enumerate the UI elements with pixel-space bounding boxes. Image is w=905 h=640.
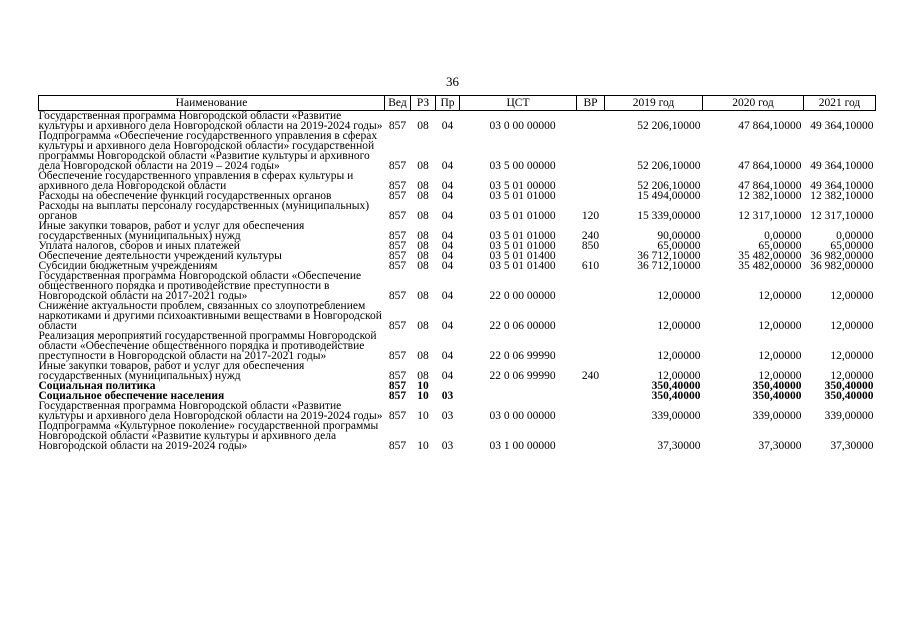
row-pr: 04 [441,250,454,262]
row-2021: 36 982,00000 [810,250,874,262]
row-rz: 08 [417,260,429,272]
row-2021: 49 364,10000 [810,120,874,132]
row-vr [577,381,605,391]
table-body [39,111,876,452]
row-rz: 10 [417,410,429,422]
row-2019: 65,00000 [657,240,701,252]
row-rz: 08 [417,240,429,252]
row-2019: 12,00000 [657,290,701,302]
row-cst: 03 5 01 01000 [489,190,556,202]
row-cst: 03 5 01 01400 [489,250,556,262]
row-2020: 12,00000 [758,370,802,382]
row-2021: 0,00000 [836,230,874,242]
row-rz: 08 [417,230,429,242]
row-2019: 90,00000 [657,230,701,242]
row-2020: 12,00000 [758,290,802,302]
row-2021: 12,00000 [830,290,874,302]
row-cst: 03 5 01 01000 [489,230,556,242]
row-rz: 10 [417,390,429,402]
row-name: Уплата налогов, сборов и иных платежей [38,240,240,252]
row-cst: 03 0 00 00000 [489,120,556,132]
row-cst: 03 5 00 00000 [489,160,556,172]
row-rz: 08 [417,180,429,192]
row-cst: 03 5 01 00000 [489,180,556,192]
row-rz: 08 [417,210,429,222]
header-2019: 2019 год [605,96,703,111]
row-vr [577,331,605,361]
row-vr [577,391,605,401]
row-2021: 12,00000 [830,370,874,382]
row-pr: 04 [441,260,454,272]
row-2019: 350,40000 [651,380,701,392]
row-rz: 08 [417,320,429,332]
row-rz: 10 [417,440,429,452]
row-2020: 47 864,10000 [738,180,802,192]
row-pr: 04 [441,120,454,132]
row-name: Социальное обеспечение населения [38,390,225,402]
page-number: 36 [446,74,459,89]
table-row [39,111,876,132]
row-name: Снижение актуальности проблем, связанных со злоупотреблением наркотиками и другими психоактивными веществами в Новгородской области [38,300,382,332]
row-ved: 857 [388,160,407,172]
row-pr: 04 [441,180,454,192]
row-vr: 240 [581,370,600,382]
row-ved: 857 [388,260,407,272]
row-vr [577,421,605,451]
row-vr: 240 [581,230,600,242]
row-2020: 65,00000 [758,240,802,252]
row-name: Подпрограмма «Обеспечение государственного управления в сферах культуры и архивного дела Новгородской области» государственной программы Новгородской области «Развитие культуры и архивного дела Новгородской области на 2019 – 2024 годы» [38,130,378,172]
row-rz: 08 [417,120,429,132]
row-pr: 03 [441,440,454,452]
row-ved: 857 [388,290,407,302]
row-2021: 339,00000 [824,410,874,422]
row-2019: 37,30000 [657,440,701,452]
row-name: Государственная программа Новгородской области «Развитие культуры и архивного дела Новгородской области на 2019-2024 годы» [38,400,383,422]
row-vr: 610 [581,260,600,272]
row-ved: 857 [388,320,407,332]
row-name: Расходы на выплаты персоналу государственных (муниципальных) органов [38,200,370,222]
row-ved: 857 [388,350,407,362]
row-2019: 52 206,10000 [637,160,701,172]
table-row [39,401,876,421]
row-cst: 03 1 00 00000 [489,440,556,452]
row-2021: 49 364,10000 [810,160,874,172]
row-rz: 08 [417,250,429,262]
row-2019: 52 206,10000 [637,180,701,192]
row-name: Расходы на обеспечение функций государственных органов [38,190,332,202]
row-ved: 857 [388,370,407,382]
row-cst: 03 5 01 01400 [489,260,556,272]
row-pr: 04 [441,350,454,362]
row-vr: 850 [581,240,600,252]
row-pr: 04 [441,160,454,172]
row-2021: 350,40000 [824,390,874,402]
row-2021: 12 317,10000 [810,210,874,222]
row-2020: 35 482,00000 [738,250,802,262]
row-cst: 22 0 00 00000 [489,290,556,302]
row-2021: 49 364,10000 [810,180,874,192]
row-cst: 22 0 06 00000 [489,320,556,332]
row-2020: 47 864,10000 [738,160,802,172]
row-vr [577,191,605,201]
row-name: Обеспечение деятельности учреждений культуры [38,250,282,262]
row-ved: 857 [388,390,407,402]
row-cst [460,391,577,401]
row-2020: 0,00000 [764,230,802,242]
row-vr: 120 [581,210,600,222]
table-row [39,131,876,171]
row-pr: 03 [441,410,454,422]
row-ved: 857 [388,380,407,392]
row-2021: 12,00000 [830,350,874,362]
budget-table [38,95,876,451]
row-pr: 03 [441,390,454,402]
row-cst [460,381,577,391]
row-2021: 37,30000 [830,440,874,452]
table-row [39,331,876,361]
row-2019: 36 712,10000 [637,260,701,272]
row-ved: 857 [388,240,407,252]
row-name: Государственная программа Новгородской области «Развитие культуры и архивного дела Новгородской области на 2019-2024 годы» [38,110,383,132]
row-pr: 04 [441,190,454,202]
row-2020: 47 864,10000 [738,120,802,132]
row-rz: 08 [417,190,429,202]
row-ved: 857 [388,230,407,242]
table-row [39,301,876,331]
row-name: Подпрограмма «Культурное поколение» государственной программы Новгородской области «Развитие культуры и архивного дела Новгородской области на 2019-2024 годы» [38,420,379,452]
row-vr [577,401,605,421]
table-row [39,421,876,451]
row-2021: 12,00000 [830,320,874,332]
row-2020: 339,00000 [752,410,802,422]
row-cst: 03 0 00 00000 [489,410,556,422]
row-2019: 12,00000 [657,370,701,382]
row-2019: 12,00000 [657,320,701,332]
row-ved: 857 [388,410,407,422]
row-2021: 350,40000 [824,380,874,392]
row-cst: 03 5 01 01000 [489,210,556,222]
row-2019: 15 494,00000 [637,190,701,202]
row-pr: 04 [441,290,454,302]
row-2020: 12,00000 [758,350,802,362]
row-pr: 04 [441,370,454,382]
row-2019: 339,00000 [651,410,701,422]
row-2020: 12 382,10000 [738,190,802,202]
header-ved: Вед [385,96,411,111]
table-row [39,201,876,221]
row-rz: 08 [417,350,429,362]
row-name: Субсидии бюджетным учреждениям [38,260,218,272]
row-name: Социальная политика [38,380,156,392]
table-row [39,271,876,301]
row-2019: 15 339,00000 [637,210,701,222]
row-rz: 08 [417,370,429,382]
header-pr: Пр [436,96,460,111]
header-name: Наименование [39,96,385,111]
row-pr: 04 [441,230,454,242]
row-2019: 36 712,10000 [637,250,701,262]
header-rz: РЗ [411,96,436,111]
row-ved: 857 [388,250,407,262]
row-2020: 12,00000 [758,320,802,332]
row-ved: 857 [388,190,407,202]
row-cst: 22 0 06 99990 [489,350,556,362]
row-pr: 04 [441,210,454,222]
row-rz: 08 [417,160,429,172]
row-ved: 857 [388,210,407,222]
row-pr: 04 [441,240,454,252]
row-2020: 350,40000 [752,390,802,402]
header-vr: ВР [577,96,605,111]
row-ved: 857 [388,120,407,132]
table-header-row [39,96,876,111]
row-cst: 22 0 06 99990 [489,370,556,382]
row-name: Обеспечение государственного управления в сферах культуры и архивного дела Новгородской области [38,170,354,192]
row-2021: 12 382,10000 [810,190,874,202]
row-2021: 36 982,00000 [810,260,874,272]
header-2021: 2021 год [804,96,876,111]
row-vr [577,171,605,191]
row-cst: 03 5 01 01000 [489,240,556,252]
table-row [39,171,876,191]
row-2019: 12,00000 [657,350,701,362]
row-2020: 35 482,00000 [738,260,802,272]
row-2019: 52 206,10000 [637,120,701,132]
row-name: Реализация мероприятий государственной программы Новгородской области «Обеспечение общественного порядка и противодействие преступности в Новгородской области на 2017-2021 годы» [38,330,377,362]
row-name: Иные закупки товаров, работ и услуг для обеспечения государственных (муниципальных) нужд [38,360,305,382]
row-ved: 857 [388,180,407,192]
header-2020: 2020 год [703,96,804,111]
row-rz: 10 [417,380,429,392]
row-vr [577,271,605,301]
table-row [39,221,876,241]
row-2020: 37,30000 [758,440,802,452]
row-pr: 04 [441,320,454,332]
row-rz: 08 [417,290,429,302]
row-name: Иные закупки товаров, работ и услуг для обеспечения государственных (муниципальных) нужд [38,220,305,242]
row-2021: 65,00000 [830,240,874,252]
row-vr [577,301,605,331]
table-row [39,361,876,381]
header-cst: ЦСТ [460,96,577,111]
row-2020: 350,40000 [752,380,802,392]
row-ved: 857 [388,440,407,452]
row-2019: 350,40000 [651,390,701,402]
row-vr [577,131,605,171]
row-name: Государственная программа Новгородской области «Обеспечение общественного порядка и противодействие преступности в Новгородской области на 2017-2021 годы» [38,270,362,302]
row-2020: 12 317,10000 [738,210,802,222]
row-vr [577,111,605,132]
